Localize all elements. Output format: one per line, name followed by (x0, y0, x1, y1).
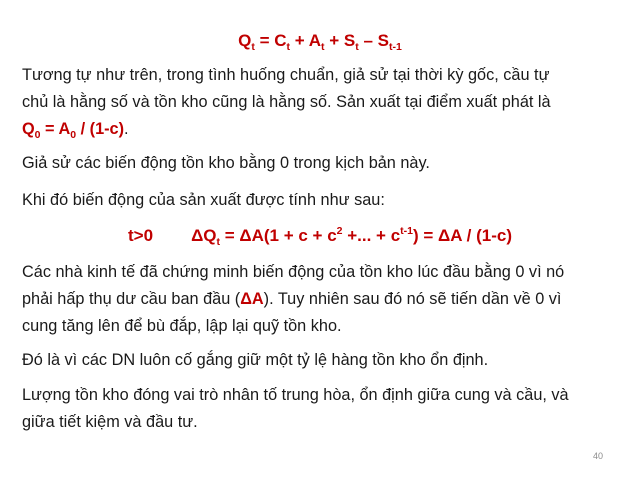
formula-q: Q (238, 31, 252, 50)
formula-a-subscript: t (321, 41, 325, 53)
formula-output-identity (0, 30, 640, 52)
paragraph-firm-behavior (22, 347, 622, 374)
formula-q-subscript: t (251, 41, 255, 53)
formula-output-change (0, 225, 640, 247)
paragraph-line: Tương tự như trên, trong tình huống chuẩn, giả sử tại thời kỳ gốc, cầu tự (22, 66, 550, 84)
formula-equals: = (254, 31, 275, 50)
delta-a-highlight: ΔA (240, 290, 264, 308)
initial-output-formula: $Q_0 = A_0 / (1-c)$ (22, 120, 125, 141)
paragraph-line: phải hấp thụ dư cầu ban đầu (ΔA). Tuy nhiên sau đó nó sẽ tiến dần về 0 vì (22, 290, 562, 308)
paragraph-output-change-intro (22, 187, 622, 214)
formula-c-subscript: t (286, 41, 291, 53)
formula-series-part-1: = ΔA(1 + c + c (220, 226, 337, 245)
formula-c: C (274, 31, 287, 50)
formula-plus-1: + (290, 31, 309, 50)
formula-delta-q-subscript: t (216, 236, 221, 248)
paragraph-line: chủ là hằng số và tồn kho cũng là hằng số. Sản xuất tại điểm xuất phát là (22, 93, 551, 111)
formula-superscript-t-1: t-1 (400, 225, 414, 237)
paragraph-line: cung tăng lên để bù đắp, lập lại quỹ tồn kho. (22, 317, 342, 335)
formula-delta-q: ΔQ (191, 226, 217, 245)
paragraph-inventory-role (22, 382, 622, 436)
formula-superscript-2: 2 (336, 225, 343, 237)
formula-plus-2: + (324, 31, 344, 50)
paragraph-line: Các nhà kinh tế đã chứng minh biến động của tồn kho lúc đầu bằng 0 vì nó (22, 263, 565, 281)
paragraph-line: Giả sử các biến động tồn kho bằng 0 trong kịch bản này. (22, 154, 430, 172)
paragraph-line: giữa tiết kiệm và đầu tư. (22, 413, 198, 431)
formula-s-prev-subscript: t-1 (389, 41, 402, 53)
sentence-period: . (124, 120, 129, 138)
paragraph-line: Lượng tồn kho đóng vai trò nhân tố trung hòa, ổn định giữa cung và cầu, và (22, 386, 569, 404)
paragraph-inventory-dynamics (22, 259, 622, 340)
formula-s: S (343, 31, 356, 50)
formula-minus: – (358, 31, 378, 50)
page-number: 40 (592, 451, 603, 461)
paragraph-inventory-assumption (22, 150, 622, 177)
paragraph-line: Khi đó biến động của sản xuất được tính như sau: (22, 191, 385, 209)
formula-a: A (308, 31, 322, 50)
paragraph-line: Đó là vì các DN luôn cố gắng giữ một tỷ lệ hàng tồn kho ổn định. (22, 351, 489, 369)
formula-s-subscript: t (355, 41, 359, 53)
formula-s-prev: S (377, 31, 390, 50)
formula-condition: t>0 (128, 226, 154, 245)
formula-series-part-3: ) = ΔA / (1-c) (413, 226, 512, 245)
paragraph-baseline-scenario (22, 62, 622, 143)
paragraph-line (22, 116, 622, 143)
formula-series-part-2: +... + c (342, 226, 401, 245)
